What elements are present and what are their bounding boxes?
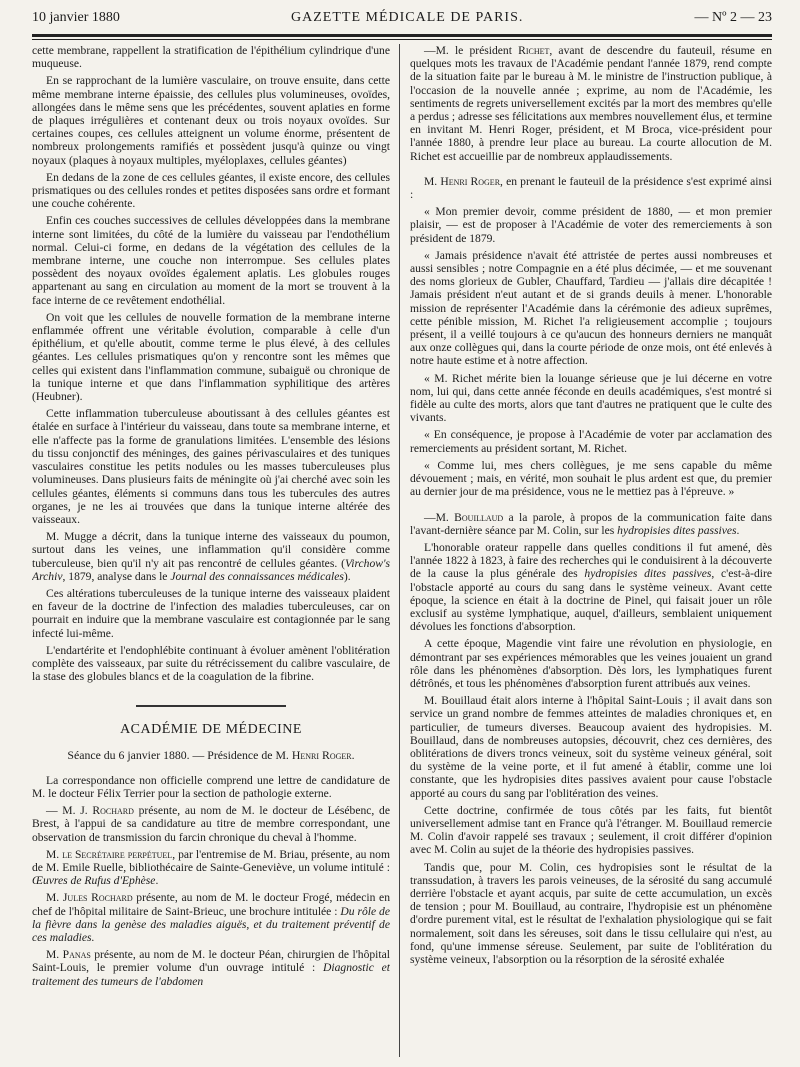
person-name: Rochard bbox=[92, 804, 134, 818]
column-divider bbox=[399, 44, 400, 1057]
paragraph bbox=[32, 530, 390, 583]
citation: Journal des connaissances médicales bbox=[170, 569, 344, 583]
citation: Virchow's Archiv bbox=[32, 556, 390, 583]
section-title: ACADÉMIE DE MÉDECINE bbox=[120, 722, 302, 738]
paragraph: « M. Richet mérite bien la louange sérieuse que je lui décerne en votre nom, lui qui, dans cette année féconde en deuils académiques, s'est montré si fidèle au culte des morts, alors que tant d'autres ne pratiquent que le culte des vivants. bbox=[410, 371, 772, 425]
person-name: Panas bbox=[62, 948, 91, 962]
text-run: , par l'entremise de M. Briau, présente, au nom de M. Emile Ruelle, bibliothécaire de Sainte-Geneviève, un volume intitulé : bbox=[32, 847, 390, 874]
text-run: Séance du 6 janvier 1880. — Présidence de M. bbox=[67, 747, 292, 762]
paragraph bbox=[410, 541, 772, 633]
paragraph bbox=[32, 804, 390, 844]
paragraph: Enfin ces couches successives de cellules développées dans la membrane interne sont limitées, du côté de la lumière du vaisseau par l'endothélium normal. Celui-ci forme, en dedans de la végétation des cellules de la membrane interne, une couche non interrompue. Ses cellules plates possèdent des noyaux ovoïdes également aplatis. Les globules rouges appartenant au sang en circulation au moment de la mort se trouvent à la face interne de ce revêtement endothélial. bbox=[32, 214, 390, 307]
running-header bbox=[32, 10, 772, 32]
text-run: M. bbox=[46, 847, 63, 861]
person-name: Jules Rochard bbox=[62, 891, 133, 905]
header-issue: — Nº 2 — 23 bbox=[694, 10, 772, 25]
header-rule-thin bbox=[32, 39, 772, 40]
text-run: . bbox=[351, 747, 355, 762]
text-run: M. bbox=[46, 891, 63, 905]
right-column bbox=[410, 44, 772, 1057]
paragraph: M. Bouillaud était alors interne à l'hôpital Saint-Louis ; il avait dans son service un grand nombre de femmes atteintes de maladies chroniques et, en particulier, de tumeurs diverses. Beaucoup avaient des hydropisies. M. Bouillaud, dans de nombreuses autopsies, découvrit, chez ces dernières, des oblitérations de divers troncs veineux, soit du système veineux général, soit du système de la veine porte, et il fut amené à établir, comme une loi constante, que les hydropisies dites passives avaient pour cause l'obstacle apporté au cours du sang par l'oblitération des veines. bbox=[410, 694, 772, 800]
paragraph bbox=[410, 511, 772, 537]
paragraph bbox=[410, 175, 772, 201]
text-run: , en prenant le fauteuil de la présidence s'est exprimé ainsi : bbox=[410, 174, 772, 202]
paragraph bbox=[32, 848, 390, 888]
text-run: présente, au nom de M. le docteur de Lésébenc, de Brest, à l'appui de sa candidature au titre de membre correspondant, une observation de transmission du farcin chronique du cheval à l'homme. bbox=[32, 804, 390, 844]
paragraph: Ces altérations tuberculeuses de la tunique interne des vaisseaux plaident en faveur de la doctrine de l'infection des maladies tuberculeuses, car on pourrait en induire que la membrane vasculaire est contagionnée par le sang infecté lui-même. bbox=[32, 586, 390, 640]
text-run: M. bbox=[424, 174, 441, 188]
left-column bbox=[32, 44, 390, 1057]
paragraph bbox=[410, 44, 772, 163]
topic-title: hydropisies dites passives bbox=[584, 567, 712, 581]
text-run: M. bbox=[46, 948, 63, 962]
person-name: le Secrétaire perpétuel bbox=[62, 847, 173, 861]
paragraph: En dedans de la zone de ces cellules géantes, il existe encore, des cellules prismatiques ou des cellules rondes et petites disposées sans ordre et formant une couche cohérente. bbox=[32, 170, 390, 211]
text-run: — M. J. bbox=[46, 804, 93, 818]
text-run: . bbox=[736, 523, 740, 537]
header-date: 10 janvier 1880 bbox=[32, 10, 120, 25]
president-name: Henri Roger bbox=[291, 747, 352, 762]
meeting-line bbox=[32, 749, 390, 762]
paragraph: Cette doctrine, confirmée de tous côtés par les faits, fut bientôt universellement admise tant en France qu'à l'étranger. M. Bouillaud remercie M. Colin d'avoir rappelé ses travaux ; seulement, il croit différer d'opinion avec M. Colin au sujet de la théorie des hydropisies passives. bbox=[410, 803, 772, 857]
text-run: , avant de descendre du fauteuil, résume en quelques mots les travaux de l'Académie pendant l'année 1879, rend compte de la situation faite par le bureau à M. le ministre de l'instruction publique, à l'occasion de la nouvelle année ; exprime, au nom de l'Académie, les sentiments de regrets universellement excités par la mort des membres qu'elle a perdus ; adresse ses félicitations aux membres nouvellement élus, et termine en invitant M. Henri Roger, président, et M Broca, vice-président pour l'année 1880, à prendre leur place au bureau. La courte allocution de M. Richet est accueillie par de nombreux applaudissements. bbox=[410, 44, 772, 163]
text-run: a la parole, à propos de la communication faite dans l'avant-dernière séance par M. Colin, sur les bbox=[410, 510, 772, 537]
topic-title: hydropisies dites passives bbox=[617, 523, 737, 537]
paragraph bbox=[32, 948, 390, 988]
paragraph: « Comme lui, mes chers collègues, je me sens capable du même dévouement ; mais, en vérité, mon souhait le plus ardent est que, du premier au dernier jour de ma présidence, vous ne le mettiez pas à l'épreuve. » bbox=[410, 458, 772, 499]
paragraph: La correspondance non officielle comprend une lettre de candidature de M. le docteur Félix Terrier pour la section de pathologie externe. bbox=[32, 773, 390, 800]
paragraph: « Jamais présidence n'avait été attristée de pertes aussi nombreuses et aussi sensibles ; notre Compagnie en a été plus décimée, — et me souvenant des noms glorieux de Gubler, Chauffard, Tardieu — j'allais dire décapitée ! Jamais président n'eut autant et de si grands deuils à mener. L'honorable mission de représenter l'Académie dans la cérémonie des adieux suprêmes, cette pénible mission, M. Richet l'a religieusement accomplie ; toujours présent, il a veillé toujours à ce qu'aucun des honneurs derniers ne manquât aux onze collègues qui, dans la courte période de onze mois, ont été enlevés à notre haute estime et à notre affection. bbox=[410, 248, 772, 368]
text-run: présente, au nom de M. le docteur Péan, chirurgien de l'hôpital Saint-Louis, le premier volume d'un ouvrage intitulé : bbox=[32, 948, 390, 975]
book-title: Œuvres de Rufus d'Ephèse bbox=[32, 874, 156, 888]
text-run: , 1879, analyse dans le bbox=[62, 569, 171, 583]
text-run: . bbox=[155, 874, 159, 888]
person-name: Henri Roger bbox=[440, 174, 501, 188]
section-divider bbox=[136, 705, 286, 707]
text-run: présente, au nom de M. le docteur Frogé, médecin en chef de l'hôpital militaire de Saint-Brieuc, une brochure intitulée : bbox=[32, 891, 390, 918]
paragraph: cette membrane, rappellent la stratification de l'épithélium cylindrique d'une muqueuse. bbox=[32, 44, 390, 71]
text-run: L'honorable orateur rappelle dans quelles conditions il fut amené, dès l'année 1822 à 1823, à faire des recherches qui le conduisirent à la découverte de la cause la plus générale des bbox=[410, 540, 772, 581]
paragraph: En se rapprochant de la lumière vasculaire, on trouve ensuite, dans cette même membrane interne épaissie, des cellules plus volumineuses, ovoïdes, allongées dans le même sens que les précédentes, souvent aplaties en forme de plaques irrégulières et contenant deux ou trois noyaux ovoïdes. Sur certaines coupes, ces cellules atteignent un volume énorme, présentent de nombreux prolongements ramifiés et possèdent jusqu'à quinze ou vingt noyaux (plaques à noyaux multiples, myéloplaxes, cellules géantes) bbox=[32, 74, 390, 167]
text-run: , c'est-à-dire l'obstacle apporté au cours du sang dans le système veineux. Avant cette époque, la science en était à la doctrine de Pinel, qui faisait jouer un rôle exclusif au système lymphatique, auquel, d'ailleurs, semblaient uniquement dévolues les fonctions d'absorption. bbox=[410, 567, 772, 634]
paragraph: Tandis que, pour M. Colin, ces hydropisies sont le résultat de la transsudation, à travers les parois veineuses, de la sérosité du sang accumulé derrière l'obstacle et ayant acquis, par suite de cette accumulation, un excès de tension ; pour M. Bouillaud, au contraire, l'hydropisie est un phénomène d'ordre purement vital, est le résultat de l'exhalation physiologique qui se fait normalement, soit dans les séreuses, soit dans le tissu cellulaire qui n'est, au fond, qu'une immense séreuse. Seulement, par suite de l'oblitération du système veineux, l'absorption ou la résorption de la sérosité exhalée bbox=[410, 860, 772, 966]
person-name: Bouillaud bbox=[454, 510, 504, 524]
paragraph: On voit que les cellules de nouvelle formation de la membrane interne enflammée offrent une véritable évolution, comparable à celle d'un épithélium, et qu'elle aboutit, comme terme le plus élevé, à des cellules géantes. Les cellules prismatiques qu'on y rencontre sont les mêmes que celles qui existent dans l'inflammation commune, subaiguë ou chronique de la tunique interne et que dans l'inflammation syphilitique des artères (Heubner). bbox=[32, 310, 390, 404]
book-title: Diagnostic et traitement des tumeurs de l'abdomen bbox=[32, 961, 390, 988]
person-name: Richet bbox=[518, 44, 550, 57]
book-title: Du rôle de la fièvre dans la genèse des maladies aiguës, et du traitement préventif de ces maladies. bbox=[32, 904, 390, 944]
text-run: M. Mugge a décrit, dans la tunique interne des vaisseaux du poumon, surtout dans les veines, une inflammation qu'il considère comme tuberculeuse, bien qu'il n'y ait pas rencontré de cellules géantes. ( bbox=[32, 530, 390, 570]
paragraph: « Mon premier devoir, comme président de 1880, — et mon premier plaisir, — est de proposer à l'Académie de voter des remerciements à son président de 1879. bbox=[410, 205, 772, 245]
text-run: ). bbox=[343, 569, 351, 583]
header-title: GAZETTE MÉDICALE DE PARIS. bbox=[291, 10, 524, 25]
header-rule-thick bbox=[32, 34, 772, 37]
text-run: —M. bbox=[424, 510, 455, 524]
paragraph: Cette inflammation tuberculeuse aboutissant à des cellules géantes est étalée en surface à l'intérieur du vaisseau, dans toute sa membrane interne, et elle n'affecte pas la forme de granulations limitées. L'ensemble des lésions du tissu conjonctif des méninges, des gaines périvasculaires et des tuniques vasculaires constitue les petits nodules ou les masses tuberculeuses plus volumineuses. Dans plusieurs faits de méningite où j'ai cherché avec soin les cellules géantes, éléments si communs dans tous les tubercules des autres organes, je ne les ai trouvées que dans la tunique interne altérée des vaisseaux. bbox=[32, 407, 390, 526]
paragraph: « En conséquence, je propose à l'Académie de voter par acclamation des remerciements au président sortant, M. Richet. bbox=[410, 428, 772, 455]
text-run: —M. le président bbox=[424, 44, 519, 57]
paragraph: A cette époque, Magendie vint faire une révolution en physiologie, en démontrant par ses expériences mémorables que les veines jouaient un grand rôle dans les phénomènes d'absorption. Dès lors, les lymphatiques furent détrônés, et tous les phénomènes d'absorption furent attribués aux veines. bbox=[410, 637, 772, 690]
paragraph bbox=[32, 891, 390, 944]
paragraph: L'endartérite et l'endophlébite continuant à évoluer amènent l'oblitération complète des vaisseaux, par suite du rétrécissement du calibre vasculaire, de la stase des globules blancs et de la coagulation de la fibrine. bbox=[32, 643, 390, 684]
